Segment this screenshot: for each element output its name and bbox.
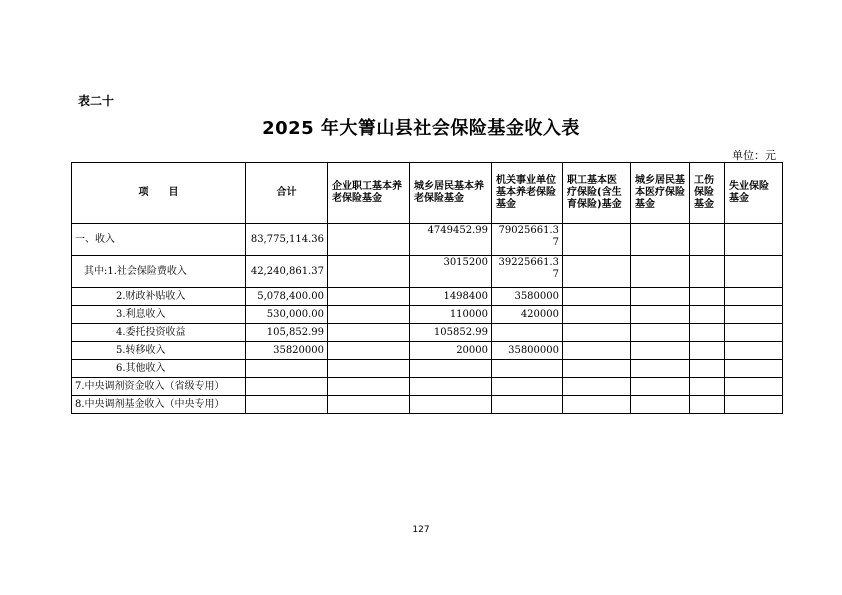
row-total: 42,240,861.37 <box>246 256 328 288</box>
table-row <box>72 342 783 360</box>
cell-c3: 35800000 <box>492 342 563 360</box>
row-total: 83,775,114.36 <box>246 224 328 256</box>
cell-c7 <box>725 288 783 306</box>
revenue-table <box>71 162 783 414</box>
cell-c7 <box>725 306 783 324</box>
cell-c5 <box>631 342 690 360</box>
header-institution-pension: 机关事业单位基本养老保险基金 <box>492 163 563 224</box>
table-row <box>72 306 783 324</box>
cell-c3: 3580000 <box>492 288 563 306</box>
table-row <box>72 324 783 342</box>
header-resident-medical: 城乡居民基本医疗保险基金 <box>631 163 690 224</box>
cell-c3: 420000 <box>492 306 563 324</box>
table-row <box>72 288 783 306</box>
cell-c2 <box>410 360 492 378</box>
cell-c5 <box>631 396 690 414</box>
header-unemployment-insurance: 失业保险基金 <box>725 163 783 224</box>
table-row <box>72 360 783 378</box>
cell-c2: 20000 <box>410 342 492 360</box>
unit-label: 单位：元 <box>732 149 776 162</box>
cell-c4 <box>563 324 631 342</box>
cell-c7 <box>725 256 783 288</box>
cell-c6 <box>690 224 725 256</box>
header-row <box>72 163 783 224</box>
cell-c6 <box>690 396 725 414</box>
row-total <box>246 378 328 396</box>
row-item: 8.中央调剂基金收入（中央专用） <box>72 396 246 414</box>
cell-c4 <box>563 288 631 306</box>
cell-c3: 79025661.37 <box>492 224 563 256</box>
cell-c2: 110000 <box>410 306 492 324</box>
header-total: 合计 <box>246 163 328 224</box>
cell-c1 <box>328 288 410 306</box>
row-item: 一、收入 <box>72 224 246 256</box>
row-total: 105,852.99 <box>246 324 328 342</box>
cell-c7 <box>725 396 783 414</box>
table-row <box>72 378 783 396</box>
cell-c6 <box>690 306 725 324</box>
header-injury-insurance: 工伤保险基金 <box>690 163 725 224</box>
cell-c5 <box>631 224 690 256</box>
cell-c4 <box>563 360 631 378</box>
cell-c7 <box>725 342 783 360</box>
cell-c5 <box>631 378 690 396</box>
header-enterprise-pension: 企业职工基本养老保险基金 <box>328 163 410 224</box>
table-row <box>72 224 783 256</box>
cell-c1 <box>328 324 410 342</box>
cell-c1 <box>328 342 410 360</box>
cell-c7 <box>725 378 783 396</box>
cell-c2 <box>410 378 492 396</box>
cell-c4 <box>563 306 631 324</box>
cell-c3 <box>492 396 563 414</box>
cell-c5 <box>631 306 690 324</box>
cell-c2: 1498400 <box>410 288 492 306</box>
row-item: 6.其他收入 <box>72 360 246 378</box>
table-row <box>72 396 783 414</box>
row-total: 35820000 <box>246 342 328 360</box>
cell-c3 <box>492 360 563 378</box>
header-employee-medical: 职工基本医疗保险(含生育保险)基金 <box>563 163 631 224</box>
cell-c3: 39225661.37 <box>492 256 563 288</box>
cell-c5 <box>631 360 690 378</box>
cell-c6 <box>690 256 725 288</box>
cell-c4 <box>563 224 631 256</box>
cell-c5 <box>631 324 690 342</box>
cell-c1 <box>328 256 410 288</box>
cell-c5 <box>631 288 690 306</box>
table-row <box>72 256 783 288</box>
cell-c1 <box>328 360 410 378</box>
header-item: 项 目 <box>72 163 246 224</box>
row-item: 3.利息收入 <box>72 306 246 324</box>
cell-c1 <box>328 378 410 396</box>
cell-c1 <box>328 224 410 256</box>
cell-c4 <box>563 378 631 396</box>
table-tag: 表二十 <box>78 94 115 108</box>
cell-c2: 105852.99 <box>410 324 492 342</box>
cell-c6 <box>690 360 725 378</box>
cell-c2 <box>410 396 492 414</box>
cell-c6 <box>690 378 725 396</box>
row-total <box>246 360 328 378</box>
cell-c4 <box>563 256 631 288</box>
header-resident-pension: 城乡居民基本养老保险基金 <box>410 163 492 224</box>
cell-c2: 3015200 <box>410 256 492 288</box>
cell-c7 <box>725 360 783 378</box>
cell-c5 <box>631 256 690 288</box>
row-total: 5,078,400.00 <box>246 288 328 306</box>
cell-c7 <box>725 224 783 256</box>
page-title: 2025 年大箐山县社会保险基金收入表 <box>262 118 580 139</box>
row-total <box>246 396 328 414</box>
cell-c4 <box>563 342 631 360</box>
cell-c2: 4749452.99 <box>410 224 492 256</box>
cell-c3 <box>492 378 563 396</box>
cell-c6 <box>690 288 725 306</box>
cell-c6 <box>690 342 725 360</box>
cell-c4 <box>563 396 631 414</box>
cell-c3 <box>492 324 563 342</box>
cell-c7 <box>725 324 783 342</box>
row-total: 530,000.00 <box>246 306 328 324</box>
cell-c1 <box>328 306 410 324</box>
cell-c1 <box>328 396 410 414</box>
row-item: 2.财政补贴收入 <box>72 288 246 306</box>
row-item: 4.委托投资收益 <box>72 324 246 342</box>
page-number: 127 <box>412 525 430 535</box>
row-item: 7.中央调剂资金收入（省级专用） <box>72 378 246 396</box>
row-item: 其中:1.社会保险费收入 <box>72 256 246 288</box>
cell-c6 <box>690 324 725 342</box>
row-item: 5.转移收入 <box>72 342 246 360</box>
